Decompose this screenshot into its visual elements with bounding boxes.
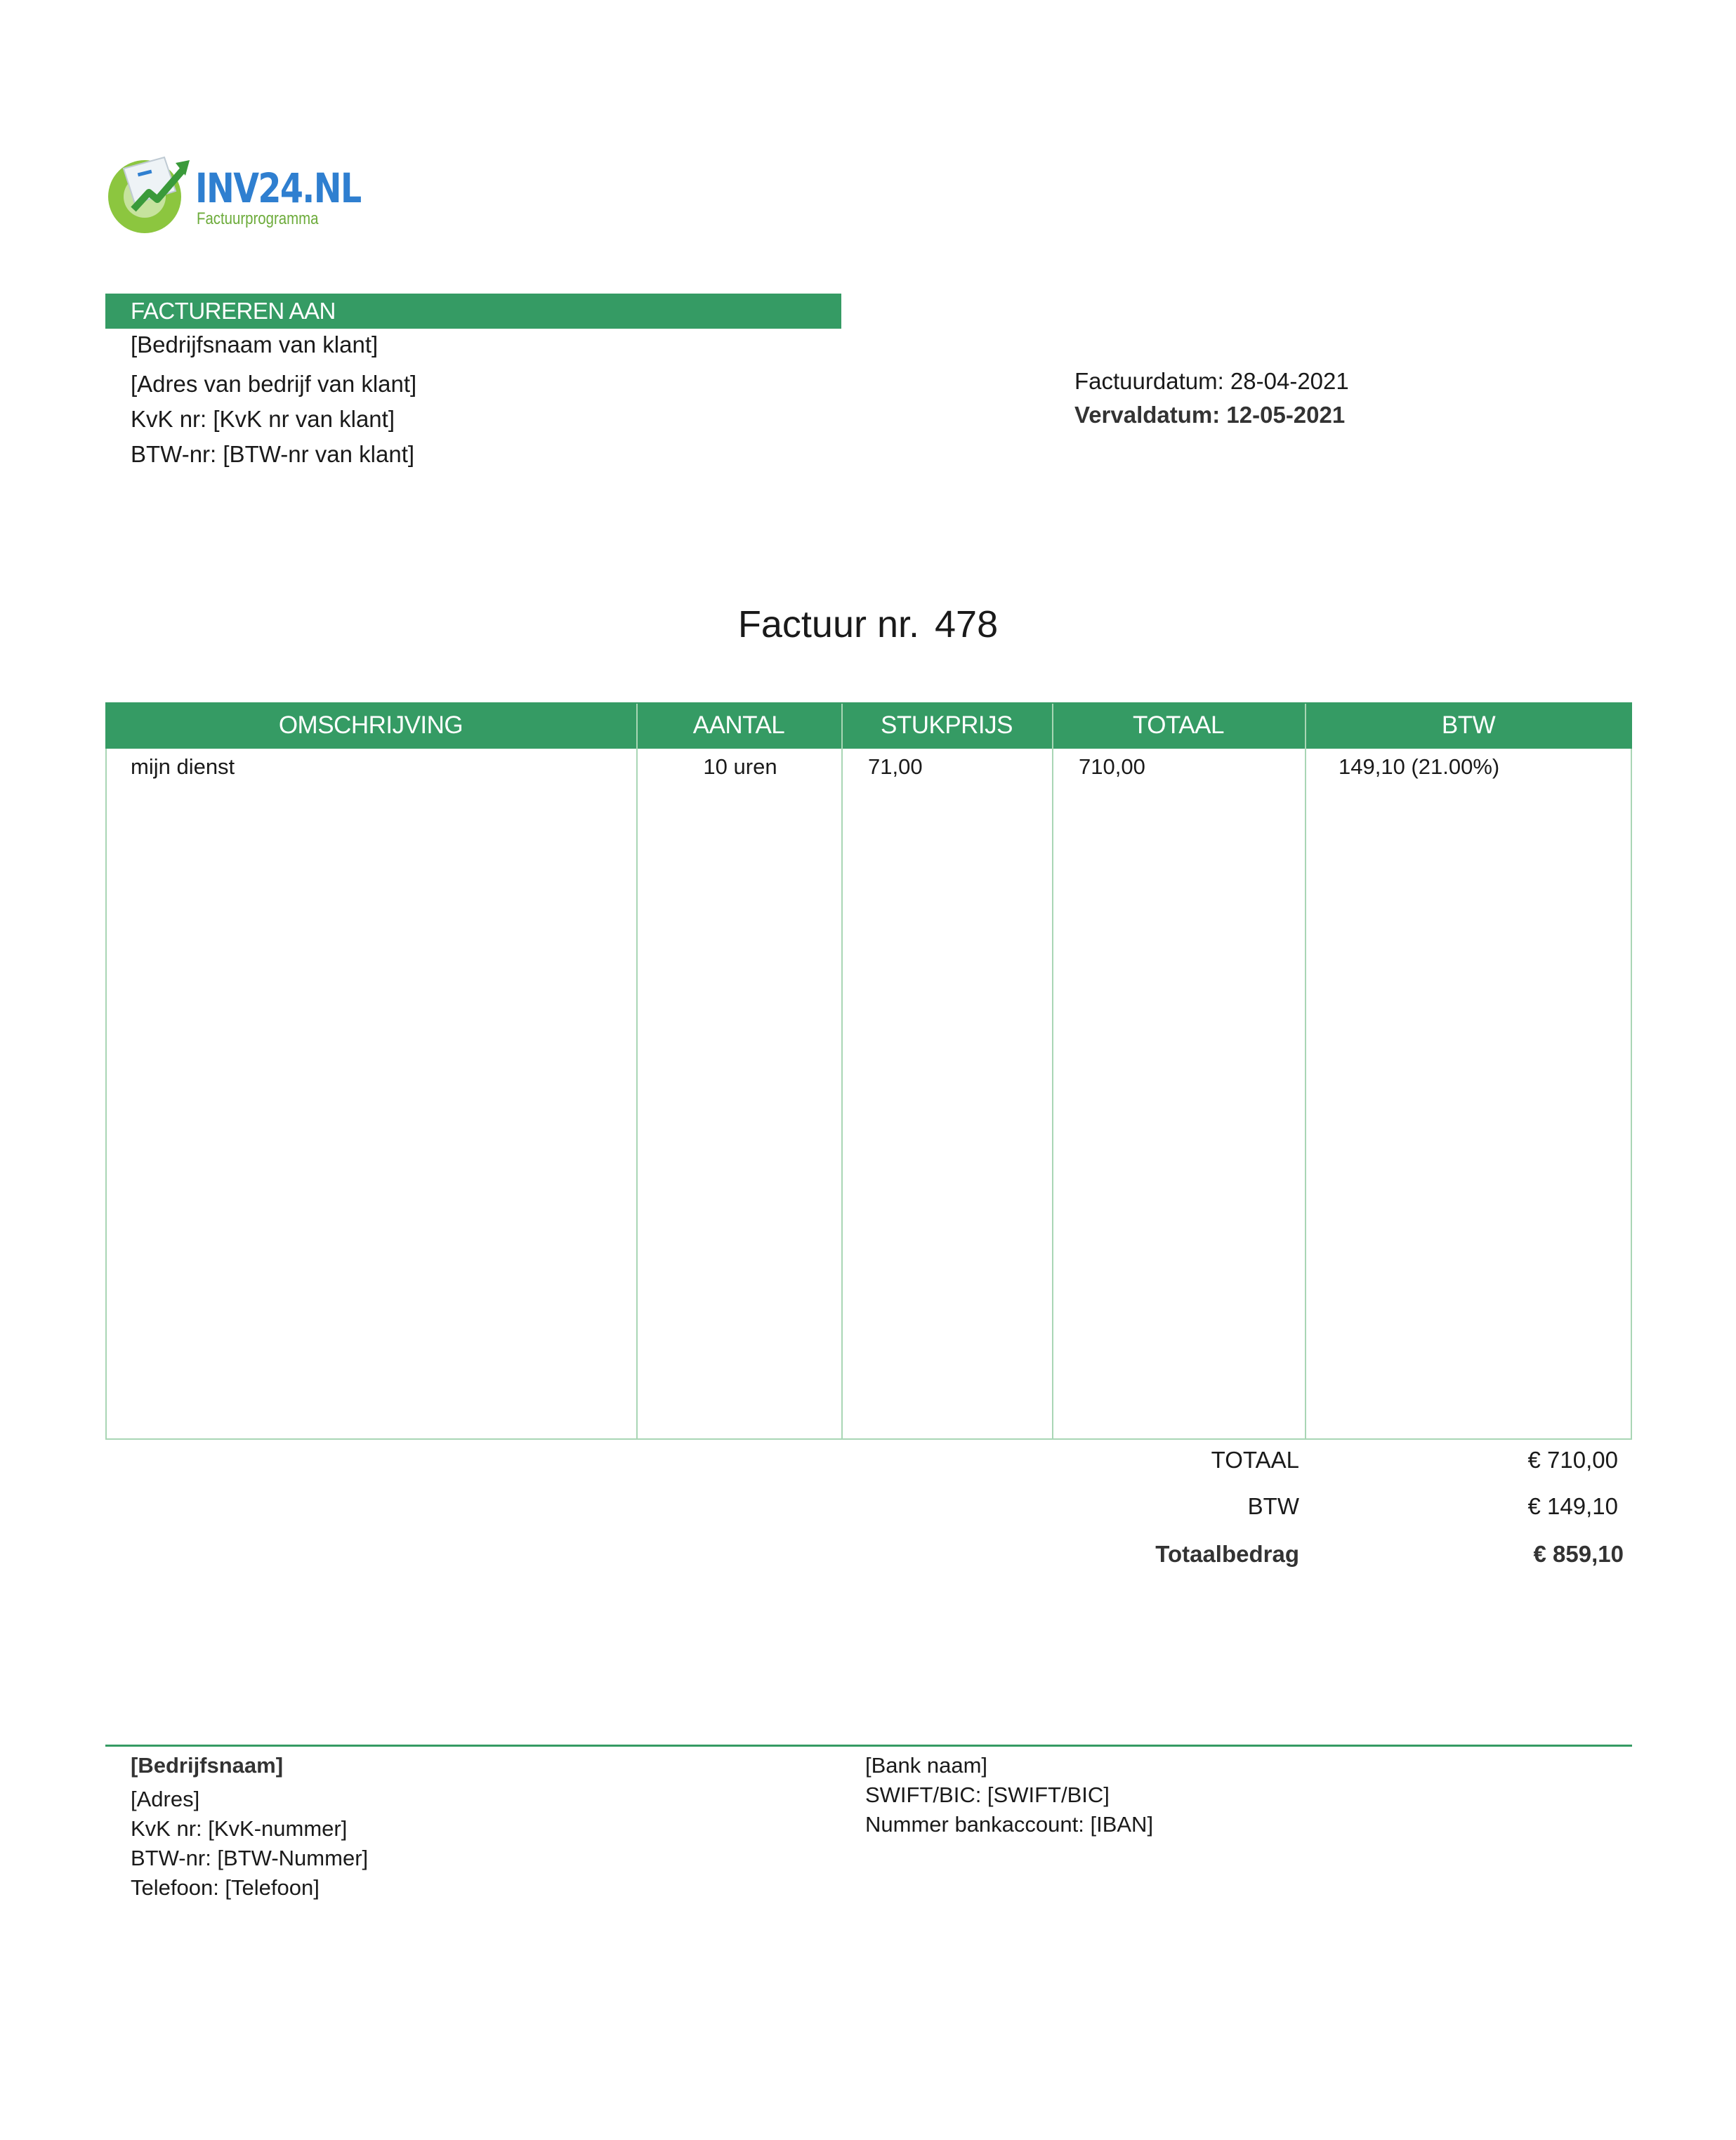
footer-company-kvk: KvK nr: [KvK-nummer]: [131, 1816, 348, 1841]
footer-bank-iban: Nummer bankaccount: [IBAN]: [865, 1812, 1154, 1837]
vat-total-label: BTW: [1247, 1493, 1299, 1519]
subtotal-label: TOTAAL: [1211, 1447, 1299, 1473]
column-header-unit-price: STUKPRIJS: [880, 711, 1013, 739]
row-total: 710,00: [1079, 754, 1145, 779]
column-header-total: TOTAAL: [1133, 711, 1224, 739]
footer-company-name: [Bedrijfsnaam]: [131, 1753, 284, 1778]
company-logo: [105, 147, 361, 239]
footer-divider: [105, 1745, 1632, 1747]
invoice-number: 478: [935, 603, 999, 645]
grand-total-value: € 859,10: [1533, 1541, 1624, 1567]
bill-to-heading: FACTUREREN AAN: [131, 298, 336, 324]
client-kvk: KvK nr: [KvK nr van klant]: [131, 406, 395, 432]
subtotal-value: € 710,00: [1527, 1447, 1618, 1473]
column-header-description: OMSCHRIJVING: [278, 711, 463, 739]
row-quantity: 10 uren: [703, 754, 777, 779]
grand-total-label: Totaalbedrag: [1155, 1541, 1299, 1567]
footer-company-phone: Telefoon: [Telefoon]: [131, 1875, 320, 1900]
client-address: [Adres van bedrijf van klant]: [131, 371, 417, 397]
vat-total-value: € 149,10: [1527, 1493, 1618, 1519]
footer-bank-swift: SWIFT/BIC: [SWIFT/BIC]: [865, 1783, 1110, 1807]
row-unit-price: 71,00: [868, 754, 923, 779]
column-divider: [841, 704, 843, 1440]
column-divider: [1305, 704, 1306, 1440]
client-vat-number: BTW-nr: [BTW-nr van klant]: [131, 441, 415, 467]
column-header-quantity: AANTAL: [692, 711, 785, 739]
logo-tagline: Factuurprogramma: [197, 209, 319, 228]
column-divider: [636, 704, 638, 1440]
due-date: Vervaldatum: 12-05-2021: [1074, 402, 1346, 428]
footer-company-vat: BTW-nr: [BTW-Nummer]: [131, 1846, 369, 1870]
row-vat: 149,10 (21.00%): [1339, 754, 1500, 779]
table-header-row: [105, 702, 1632, 749]
row-description: mijn dienst: [131, 754, 235, 779]
footer-bank-name: [Bank naam]: [865, 1753, 988, 1778]
logo-brand-text: INV24.NL: [195, 164, 361, 212]
bill-to-heading-bar: [105, 294, 841, 329]
invoice-title: [0, 603, 1736, 646]
line-items-table: [105, 702, 1632, 1440]
logo-emblem-icon: [105, 147, 192, 235]
invoice-title-label: Factuur nr.: [737, 603, 919, 645]
client-company-name: [Bedrijfsnaam van klant]: [131, 331, 379, 357]
footer-company-address: [Adres]: [131, 1787, 200, 1811]
column-divider: [1052, 704, 1053, 1440]
invoice-date: Factuurdatum: 28-04-2021: [1074, 368, 1349, 394]
column-header-vat: BTW: [1441, 711, 1496, 739]
